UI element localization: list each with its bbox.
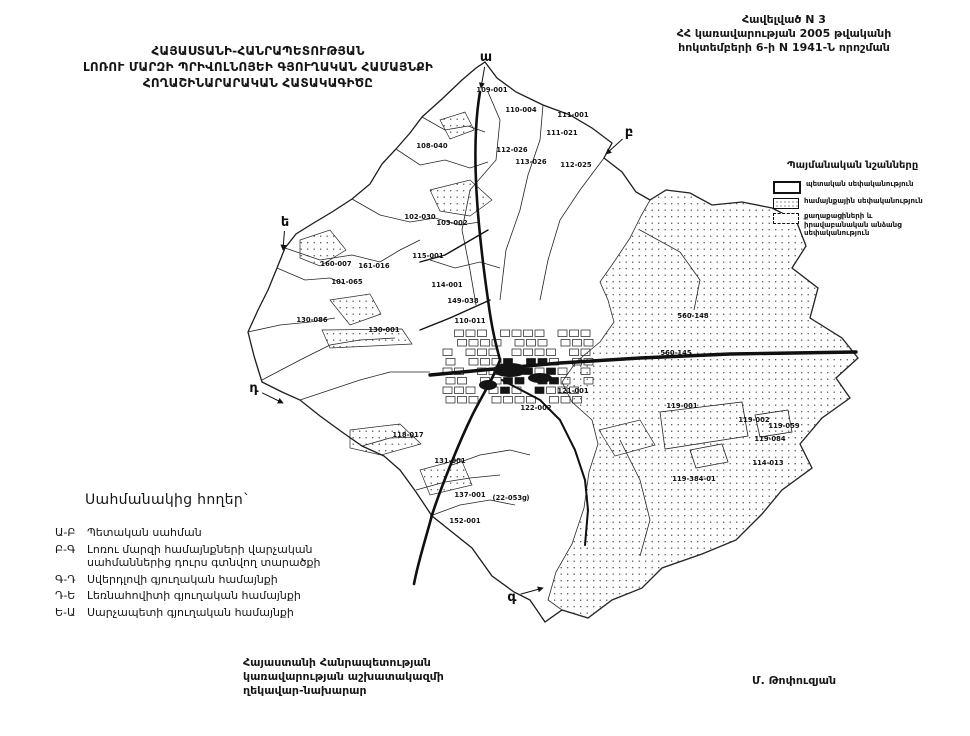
border-point-arrow xyxy=(262,393,283,403)
parcel-label: 119-001 xyxy=(666,402,698,410)
segment-label: Սարչապետի գյուղական համայնքի xyxy=(87,605,294,619)
parcel-label: 115-001 xyxy=(412,252,444,260)
parcel-label: 119-059 xyxy=(768,422,800,430)
adjacent-land-item xyxy=(55,589,355,603)
legend xyxy=(773,160,968,241)
adjacent-land-item xyxy=(55,573,355,587)
legend-item-private xyxy=(773,212,968,238)
adjacent-lands-title: Սահմանակից հողեր` xyxy=(85,492,251,508)
segment-code: Ա-Բ xyxy=(55,526,76,539)
segment-label: Պետական սահման xyxy=(87,526,202,539)
legend-title: Պայմանական նշանները xyxy=(787,160,919,171)
title-line: ՀԱՅԱՍՏԱՆԻ-ՀԱՆՐԱՊԵՏՈՒԹՅԱՆ xyxy=(151,44,365,58)
parcel-label: 119-084 xyxy=(754,435,786,443)
border-point-letter: դ xyxy=(249,381,259,396)
signature-name: Մ. Թոփուզյան xyxy=(752,674,837,687)
legend-item-label: պետական սեփականություն xyxy=(806,180,914,188)
parcel-label: 112-026 xyxy=(496,146,528,154)
segment-code: Դ-Ե xyxy=(55,589,76,602)
parcel-label: 160-007 xyxy=(320,260,352,268)
legend-item-community xyxy=(773,197,968,209)
settlement-block xyxy=(515,378,524,385)
settlement-block xyxy=(535,387,544,394)
parcel-label: 110-011 xyxy=(454,317,486,325)
parcel-label: 111-021 xyxy=(546,129,578,137)
parcel-label: 101-065 xyxy=(331,278,363,286)
parcel-label: 111-001 xyxy=(557,111,589,119)
parcel-label: 102-030 xyxy=(404,213,436,221)
community-property-swatch-icon xyxy=(773,198,799,209)
legend-item-state xyxy=(773,180,968,194)
adjacent-land-item xyxy=(55,606,355,620)
issuing-office xyxy=(243,656,513,698)
parcel-label: 112-025 xyxy=(560,161,592,169)
segment-code: Բ-Գ xyxy=(55,542,76,556)
border-point-letter: ե xyxy=(280,215,290,230)
segment-code: Գ-Դ xyxy=(55,572,76,586)
private-property-swatch-icon xyxy=(773,213,799,224)
parcel-label: (22-053ց) xyxy=(492,494,530,502)
parcel-label: 137-001 xyxy=(454,491,486,499)
title-line: ՀՈՂԱՇԻՆԱՐԱՐԱԿԱՆ ՀԱՏԱԿԱԳԻԾԸ xyxy=(142,76,374,90)
parcel-label: 560-145 xyxy=(660,349,692,357)
border-point-letter: բ xyxy=(624,125,634,140)
border-point-letter: գ xyxy=(507,590,517,605)
parcel-label: 149-038 xyxy=(447,297,479,305)
page-title xyxy=(78,43,438,91)
parcel-label: 103-002 xyxy=(436,219,468,227)
legend-item-label: քաղաքացիների և իրավաբանական անձանց սեփականություն xyxy=(804,212,902,237)
appendix-line: ՀՀ կառավարության 2005 թվականի xyxy=(676,27,892,40)
parcel-label: 130-086 xyxy=(296,316,328,324)
appendix-line: հոկտեմբերի 6-ի N 1941-Ն որոշման xyxy=(678,41,890,54)
parcel-label: 131-001 xyxy=(434,457,466,465)
parcel-label: 119-384-01 xyxy=(672,475,716,483)
settlement-block xyxy=(547,368,556,375)
segment-label: Լոռու մարզի համայնքների վարչական սահմաններից դուրս գտնվող տարածքի xyxy=(87,542,321,569)
parcel-label: 118-017 xyxy=(392,431,424,439)
settlement-block xyxy=(501,387,510,394)
parcel-label: 560-148 xyxy=(677,312,709,320)
segment-label: Սվերդլովի գյուղական համայնքի xyxy=(87,572,278,586)
appendix-line: Հավելված N 3 xyxy=(742,13,826,26)
parcel-label: 114-001 xyxy=(431,281,463,289)
parcel-label: 108-040 xyxy=(416,142,448,150)
state-property-swatch-icon xyxy=(773,181,801,194)
parcel-label: 114-013 xyxy=(752,459,784,467)
title-line: ԼՈՌՈՒ ՄԱՐԶԻ ՊՐԻՎՈԼՆՈՅԵԻ ԳՅՈՒՂԱԿԱՆ ՀԱՄԱՅՆՔԻ xyxy=(82,60,434,74)
office-line: կառավարության աշխատակազմի xyxy=(243,670,444,683)
appendix-header xyxy=(598,13,970,55)
parcel-label: 122-002 xyxy=(520,404,552,412)
border-point-arrow xyxy=(283,231,284,250)
parcel-label: 110-004 xyxy=(505,106,537,114)
adjacent-lands xyxy=(55,492,355,622)
segment-code: Ե-Ա xyxy=(55,605,76,619)
legend-item-label: համայնքային սեփականություն xyxy=(804,197,923,205)
segment-label: Լեռնահովիտի գյուղական համայնքի xyxy=(87,589,301,602)
border-point-letter: ա xyxy=(479,50,493,65)
parcel-label: 113-026 xyxy=(515,158,547,166)
parcel-label: 121-001 xyxy=(557,387,589,395)
office-line: ղեկավար-նախարար xyxy=(243,684,367,697)
parcel-label: 130-001 xyxy=(368,326,400,334)
parcel-label: 152-001 xyxy=(449,517,481,525)
parcel-label: 161-016 xyxy=(358,262,390,270)
office-line: Հայաստանի Հանրապետության xyxy=(243,656,431,669)
parcel-label: 109-001 xyxy=(476,86,508,94)
adjacent-land-item xyxy=(55,526,355,540)
parcel-label: 119-002 xyxy=(738,416,770,424)
adjacent-land-item xyxy=(55,543,355,570)
